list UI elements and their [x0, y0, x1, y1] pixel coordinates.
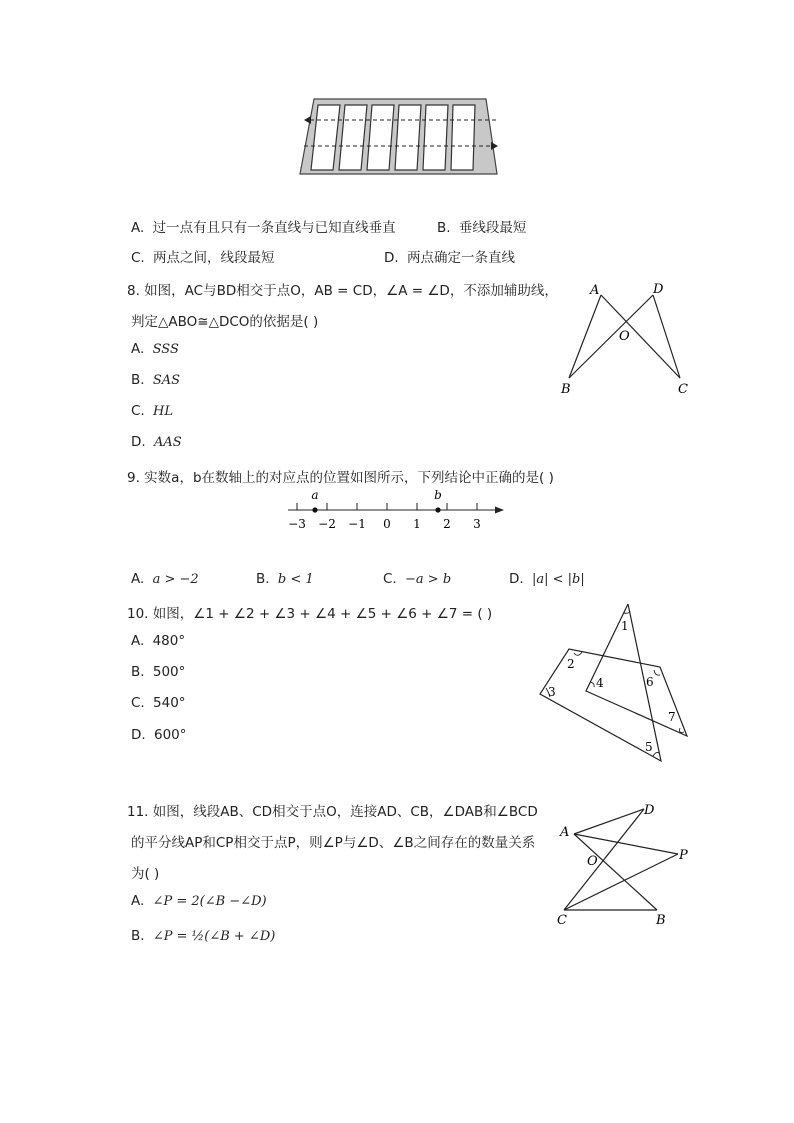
q11-option-a-letter: A. [131, 893, 145, 909]
q9-point-b-label: b [434, 488, 442, 502]
q8-option-b-letter: B. [131, 372, 145, 388]
q9-number-line [282, 488, 510, 536]
q11-option-b[interactable] [131, 928, 275, 944]
q10-option-a-letter: A. [131, 633, 145, 649]
q9-option-d[interactable] [509, 571, 585, 587]
q10-figure [532, 596, 694, 768]
q9-option-a[interactable] [131, 571, 199, 587]
q8-option-d-text: AAS [153, 435, 182, 450]
q11-option-b-text: ∠P = ½(∠B + ∠D) [152, 929, 276, 944]
q7-option-b[interactable] [437, 216, 526, 236]
q11-stem-line1: 11. 如图，线段AB、CD相交于点O，连接AD、CB，∠DAB和∠BCD [127, 804, 538, 820]
q11-label-c: C [557, 913, 567, 928]
q9-point-b [435, 507, 440, 512]
q10-option-d[interactable] [131, 727, 187, 743]
q8-option-a[interactable] [131, 341, 179, 357]
q10-option-d-letter: D. [131, 727, 146, 743]
q11-label-o: O [587, 854, 598, 869]
q10-stem: 10. 如图，∠1 + ∠2 + ∠3 + ∠4 + ∠5 + ∠6 + ∠7 = ( ) [127, 606, 493, 622]
q11-option-a[interactable] [131, 893, 267, 909]
q7-option-d[interactable] [384, 246, 515, 266]
q11-stem-line2: 的平分线AP和CP相交于点P，则∠P与∠D、∠B之间存在的数量关系 [131, 835, 536, 851]
q8-stem-line1: 8. 如图，AC与BD相交于点O，AB = CD，∠A = ∠D，不添加辅助线， [127, 283, 558, 299]
q8-option-c-text: HL [153, 404, 173, 419]
q10-angle-1: 1 [621, 619, 629, 633]
q7-option-c-text: 两点之间，线段最短 [153, 250, 275, 266]
q10-option-b-text: 500° [152, 664, 186, 680]
q9-option-a-text: a > −2 [152, 572, 199, 587]
q8-figure [555, 278, 695, 400]
q8-option-b-text: SAS [152, 373, 181, 388]
q9-option-c[interactable] [383, 571, 451, 587]
q7-option-a-letter: A. [131, 220, 145, 236]
q7-option-a[interactable] [131, 216, 396, 236]
q10-option-a[interactable] [131, 633, 185, 649]
q8-label-a: A [590, 283, 600, 298]
q10-option-b-letter: B. [131, 664, 145, 680]
q9-point-a [312, 507, 317, 512]
q7-option-d-letter: D. [384, 250, 399, 266]
q11-label-p: P [679, 848, 688, 863]
q9-option-c-text: −a > b [405, 572, 452, 587]
q9-option-b-letter: B. [256, 571, 270, 587]
q10-angle-4: 4 [596, 676, 604, 690]
q7-option-a-text: 过一点有且只有一条直线与已知直线垂直 [152, 220, 396, 236]
q8-label-o: O [619, 329, 630, 344]
q9-option-c-letter: C. [383, 571, 397, 587]
q8-option-c[interactable] [131, 403, 173, 419]
q8-label-c: C [678, 382, 688, 397]
q11-label-b: B [656, 913, 666, 928]
q10-angle-5: 5 [645, 740, 653, 754]
q11-label-a: A [560, 825, 570, 840]
q9-tick-label: 3 [473, 517, 481, 531]
q10-option-c-text: 540° [153, 695, 186, 711]
q10-option-c[interactable] [131, 695, 186, 711]
q9-tick-label: −2 [318, 517, 336, 531]
q7-option-b-text: 垂线段最短 [458, 220, 527, 236]
q10-option-c-letter: C. [131, 695, 145, 711]
q8-stem-line2: 判定△ABO≅△DCO的依据是( ) [131, 314, 319, 330]
q7-option-d-text: 两点确定一条直线 [406, 250, 515, 266]
q10-angle-7: 7 [668, 710, 676, 724]
q9-option-d-letter: D. [509, 571, 524, 587]
q9-tick-label: 0 [383, 517, 391, 531]
q11-label-d: D [644, 803, 655, 818]
q11-stem-line3: 为( ) [131, 866, 160, 882]
q9-option-b[interactable] [256, 571, 314, 587]
q8-option-b[interactable] [131, 372, 180, 388]
q9-option-b-text: b < 1 [277, 572, 314, 587]
q9-point-a-label: a [311, 488, 319, 502]
q8-option-c-letter: C. [131, 403, 145, 419]
q8-option-a-letter: A. [131, 341, 145, 357]
q9-option-d-text: |a| < |b| [531, 572, 585, 587]
q10-option-d-text: 600° [153, 727, 187, 743]
q11-option-a-text: ∠P = 2(∠B −∠D) [152, 894, 267, 909]
q7-option-c-letter: C. [131, 250, 145, 266]
q10-option-a-text: 480° [152, 633, 186, 649]
q10-angle-2: 2 [567, 657, 575, 671]
q7-figure [296, 96, 504, 178]
q8-option-a-text: SSS [152, 342, 179, 357]
q10-angle-6: 6 [646, 675, 654, 689]
q9-stem: 9. 实数a，b在数轴上的对应点的位置如图所示，下列结论中正确的是( ) [127, 470, 554, 486]
q8-option-d-letter: D. [131, 434, 146, 450]
q8-option-d[interactable] [131, 434, 182, 450]
q11-figure [552, 798, 696, 932]
q7-option-c[interactable] [131, 246, 275, 266]
q8-label-d: D [653, 282, 664, 297]
q7-option-b-letter: B. [437, 220, 451, 236]
q9-tick-label: 1 [413, 517, 421, 531]
q10-angle-3: 3 [548, 685, 556, 699]
q9-tick-label: 2 [443, 517, 451, 531]
q10-option-b[interactable] [131, 664, 185, 680]
q8-label-b: B [561, 382, 571, 397]
q11-option-b-letter: B. [131, 928, 145, 944]
q9-tick-label: −1 [348, 517, 366, 531]
q9-tick-label: −3 [288, 517, 306, 531]
q9-option-a-letter: A. [131, 571, 145, 587]
